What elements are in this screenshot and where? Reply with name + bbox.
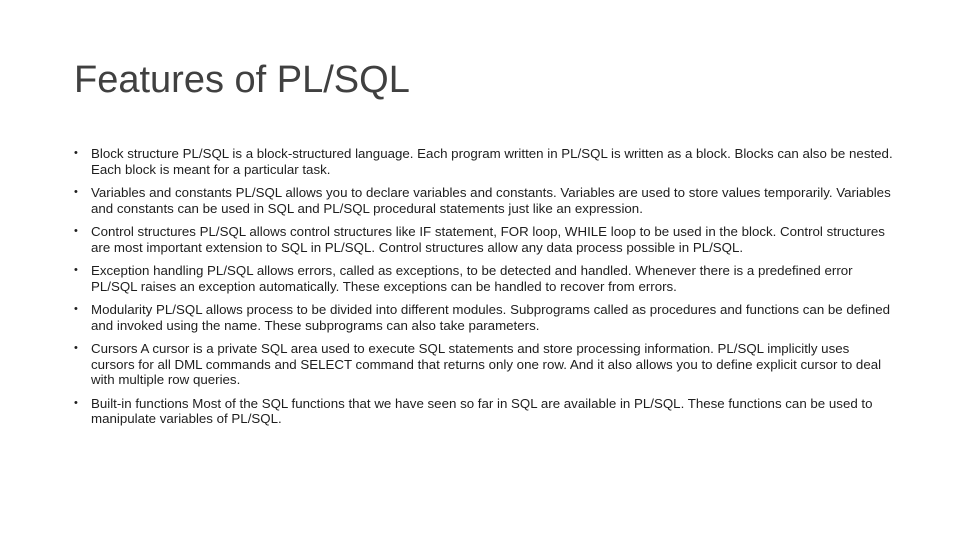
bullet-text: Control structures PL/SQL allows control structures like IF statement, FOR loop, WHILE loop to be used in the block. Control structures are most important extension to SQL in PL/SQL. Control structures allow any data process possible in PL/SQL.: [91, 224, 885, 255]
bullet-text: Modularity PL/SQL allows process to be divided into different modules. Subprograms called as procedures and functions can be defined and invoked using the name. These subprograms can also take parameters.: [91, 302, 891, 333]
bullet-list: [74, 146, 894, 435]
bullet-item-block-structure: [74, 146, 894, 177]
bullet-item-exception-handling: [74, 263, 894, 294]
bullet-dot-icon: •: [74, 396, 78, 409]
bullet-item-variables-constants: [74, 185, 894, 216]
bullet-dot-icon: •: [74, 147, 78, 159]
bullet-item-modularity: [74, 302, 894, 333]
bullet-text: Built-in functions Most of the SQL functions that we have seen so far in SQL are available in PL/SQL. These functions can be used to manipulate variables of PL/SQL.: [91, 395, 873, 426]
bullet-text: Exception handling PL/SQL allows errors, called as exceptions, to be detected and handled. Whenever there is a predefined error PL/SQL raises an exception automatically. These exceptions can be handled to recover from errors.: [91, 263, 853, 294]
bullet-text: Block structure PL/SQL is a block-structured language. Each program written in PL/SQL is written as a block. Blocks can also be nested. Each block is meant for a particular task.: [91, 146, 893, 177]
bullet-dot-icon: •: [74, 225, 78, 237]
bullet-item-cursors: [74, 341, 894, 388]
bullet-text: Variables and constants PL/SQL allows you to declare variables and constants. Variables are used to store values temporarily. Variables and constants can be used in SQL and PL/SQL procedural statements just like an expression.: [91, 185, 891, 216]
bullet-text: Cursors A cursor is a private SQL area used to execute SQL statements and store processing information. PL/SQL implicitly uses cursors for all DML commands and SELECT command that returns only one row. And it also allows you to define explicit cursor to deal with multiple row queries.: [91, 341, 882, 387]
bullet-item-built-in-functions: [74, 396, 894, 427]
bullet-item-control-structures: [74, 224, 894, 255]
bullet-dot-icon: •: [74, 186, 78, 198]
bullet-dot-icon: •: [74, 303, 78, 315]
bullet-dot-icon: •: [74, 342, 78, 354]
slide-title: Features of PL/SQL: [74, 59, 410, 101]
bullet-dot-icon: •: [74, 264, 78, 276]
